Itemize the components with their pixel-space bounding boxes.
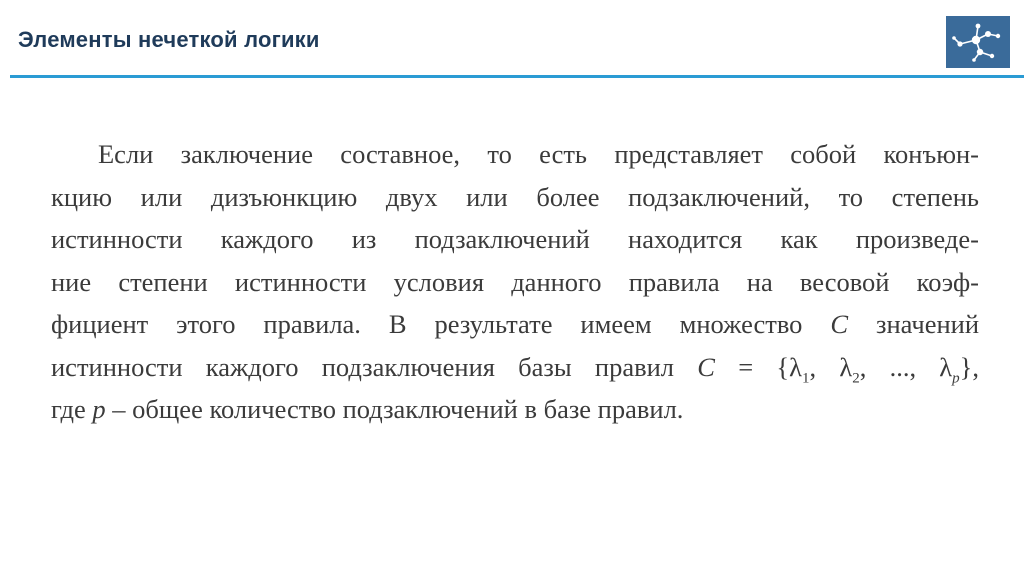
text-line: фициент этого правила. В результате имеем множество C значений <box>51 309 980 339</box>
molecule-network-icon <box>946 16 1010 68</box>
symbol-c: C <box>830 309 849 339</box>
header-divider <box>10 75 1024 78</box>
symbol-c: C <box>697 351 715 382</box>
text-line: где p – общее количество подзаключений в базе правил. <box>51 394 684 424</box>
page-title: Элементы нечеткой логики <box>18 27 320 52</box>
lambda-symbol: λ <box>939 351 953 382</box>
text-line: истинности каждого подзаключения базы правил $C = \{\lambda_1$, $\lambda_2$, ..., $\lambda_p$}, <box>51 351 980 386</box>
lambda-symbol: λ <box>789 351 802 382</box>
text-line: истинности каждого из подзаключений находится как произведе- <box>51 224 979 254</box>
logo <box>946 16 1010 68</box>
text-line: кцию или дизъюнкцию двух или более подзаключений, то степень <box>51 181 979 212</box>
text-line: Если заключение составное, то есть представляет собой конъюн- <box>98 139 979 169</box>
symbol-p: p <box>92 394 106 424</box>
lambda-symbol: λ <box>839 351 853 382</box>
text-line: ние степени истинности условия данного правила на весовой коэф- <box>51 266 979 297</box>
paragraph <box>51 133 979 431</box>
